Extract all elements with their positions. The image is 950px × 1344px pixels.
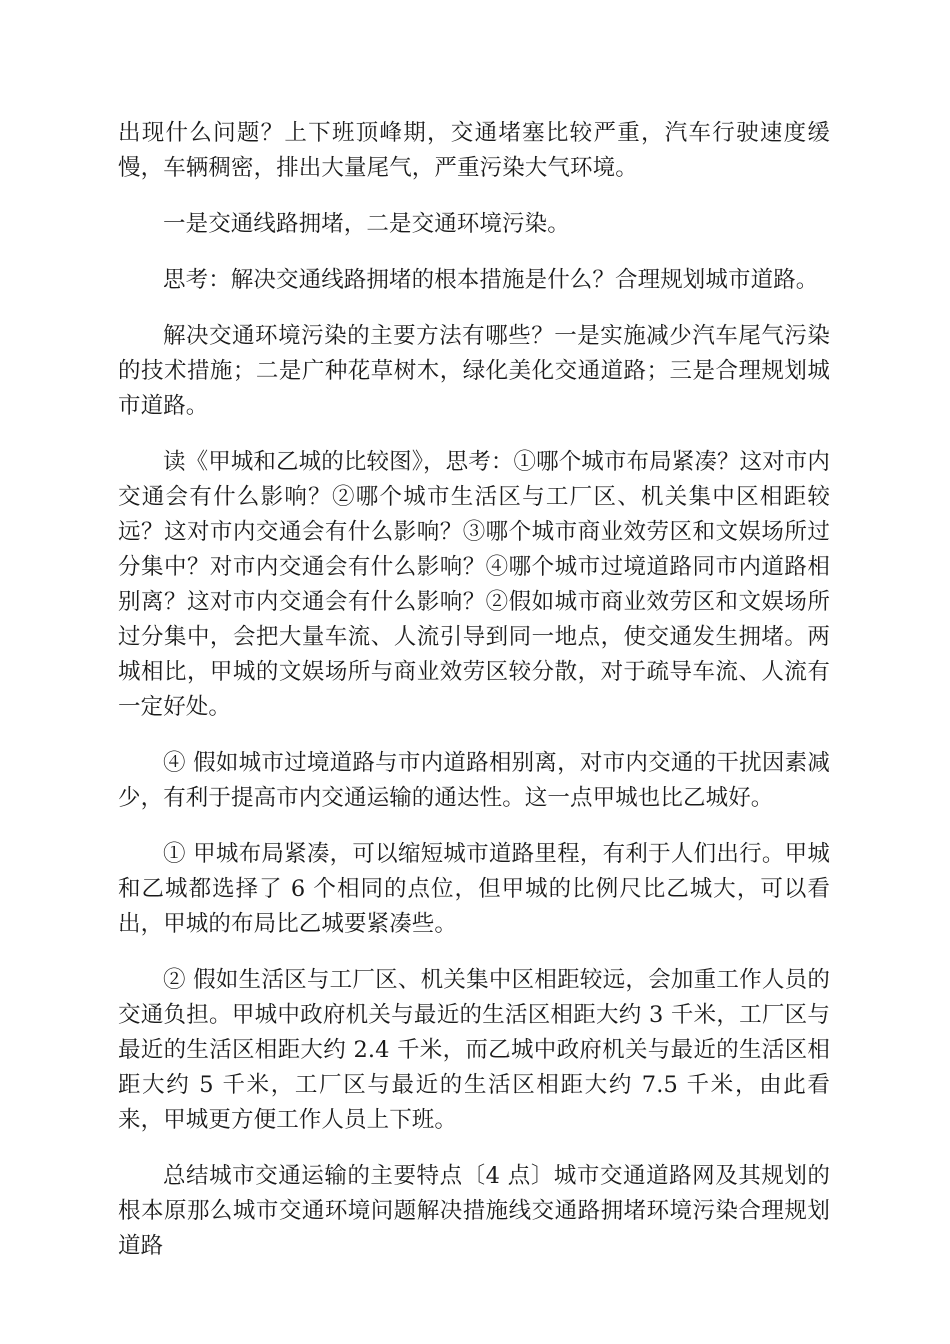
- paragraph-traffic-problems: 出现什么问题？上下班顶峰期，交通堵塞比较严重，汽车行驶速度缓慢，车辆稠密，排出大量尾气，严重污染大气环境。: [118, 120, 830, 181]
- paragraph-pollution-solutions: 解决交通环境污染的主要方法有哪些？一是实施减少汽车尾气污染的技术措施；二是广种花草树木，绿化美化交通道路；三是合理规划城市道路。: [118, 323, 830, 419]
- paragraph-point-1: ① 甲城布局紧凑，可以缩短城市道路里程，有利于人们出行。甲城和乙城都选择了 6 个相同的点位，但甲城的比例尺比乙城大，可以看出，甲城的布局比乙城要紧凑些。: [118, 841, 830, 937]
- paragraph-city-comparison: 读《甲城和乙城的比较图》，思考：①哪个城市布局紧凑？这对市内交通会有什么影响？②哪个城市生活区与工厂区、机关集中区相距较远？这对市内交通会有什么影响？③哪个城市商业效劳区和文娱场所过分集中？对市内交通会有什么影响？④哪个城市过境道路同市内道路相别离？这对市内交通会有什么影响？②假如城市商业效劳区和文娱场所过分集中，会把大量车流、人流引导到同一地点，使交通发生拥堵。两城相比，甲城的文娱场所与商业效劳区较分散，对于疏导车流、人流有一定好处。: [118, 449, 830, 720]
- paragraph-point-2: ② 假如生活区与工厂区、机关集中区相距较远，会加重工作人员的交通负担。甲城中政府机关与最近的生活区相距大约 3 千米，工厂区与最近的生活区相距大约 2.4 千米，而乙城中政府机关与最近的生活区相距大约 5 千米，工厂区与最近的生活区相距大约 7.5 千米，由此看来，甲城更方便工作人员上下班。: [118, 967, 830, 1133]
- document-body: [118, 116, 830, 1285]
- paragraph-point-4: ④ 假如城市过境道路与市内道路相别离，对市内交通的干扰因素减少，有利于提高市内交通运输的通达性。这一点甲城也比乙城好。: [118, 750, 830, 811]
- paragraph-two-problems: 一是交通线路拥堵，二是交通环境污染。: [163, 211, 570, 237]
- paragraph-think-congestion: 思考：解决交通线路拥堵的根本措施是什么？合理规划城市道路。: [163, 267, 819, 293]
- paragraph-summary: 总结城市交通运输的主要特点〔4 点〕城市交通道路网及其规划的根本原那么城市交通环境问题解决措施线交通路拥堵环境污染合理规划道路: [118, 1163, 830, 1259]
